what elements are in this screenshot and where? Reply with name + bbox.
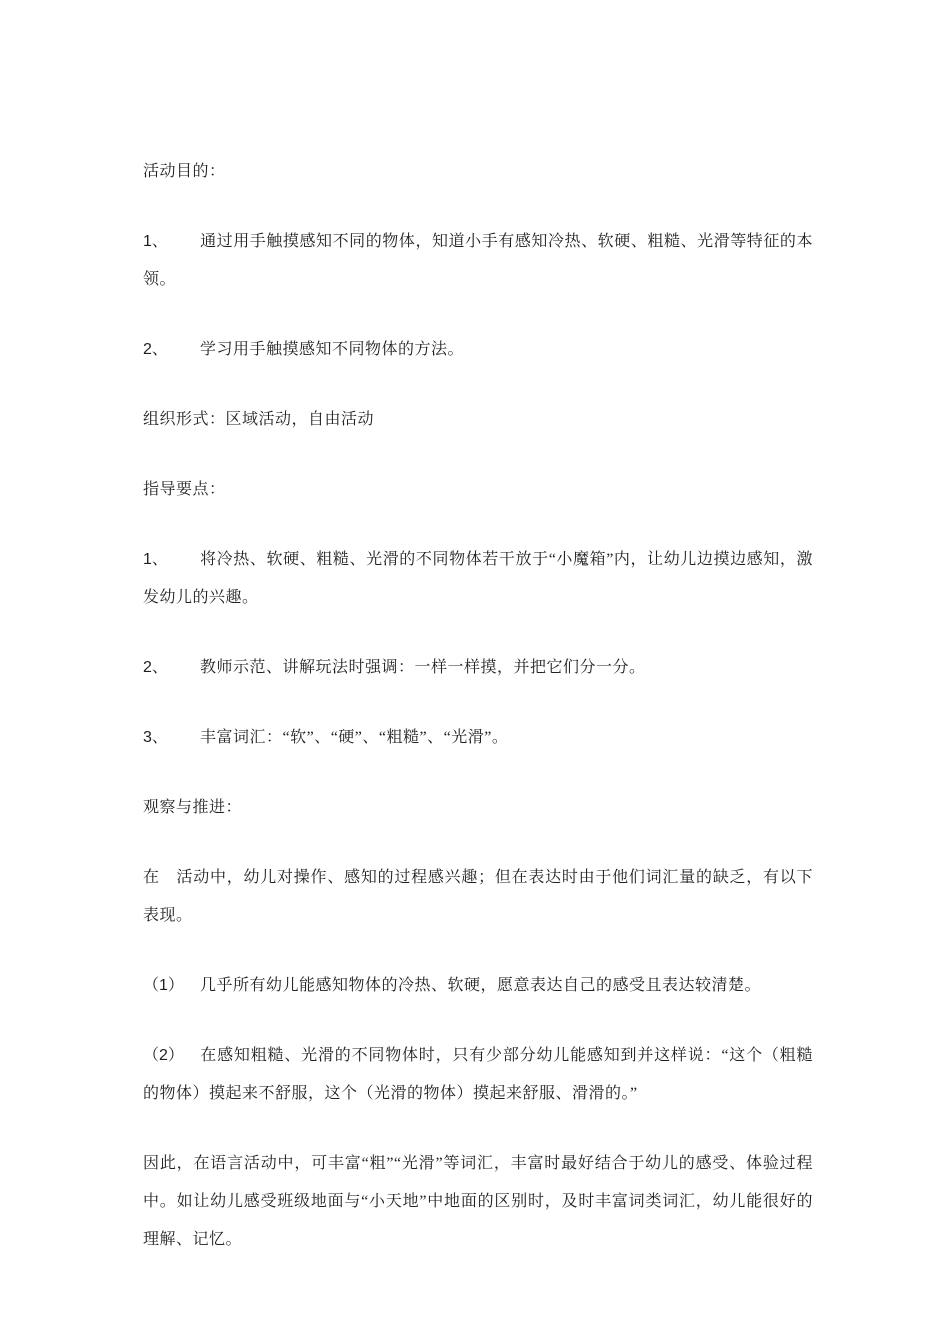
paragraph bbox=[143, 859, 813, 935]
paragraph-text: 指导要点： bbox=[143, 481, 226, 498]
paragraph bbox=[143, 401, 813, 439]
paragraph bbox=[143, 471, 813, 509]
paragraph-text: 活动目的： bbox=[143, 163, 226, 180]
paragraph-text: 组织形式：区域活动，自由活动 bbox=[143, 411, 375, 428]
paragraph bbox=[143, 1145, 813, 1259]
list-number: 1、 bbox=[143, 233, 168, 250]
list-number: （2） bbox=[143, 1047, 184, 1064]
paragraph bbox=[143, 967, 813, 1005]
paragraph-text: 通过用手触摸感知不同的物体，知道小手有感知冷热、软硬、粗糙、光滑等特征的本领。 bbox=[143, 233, 813, 288]
paragraph-text: 几乎所有幼儿能感知物体的冷热、软硬，愿意表达自己的感受且表达较清楚。 bbox=[200, 977, 762, 994]
list-number: 1、 bbox=[143, 551, 168, 568]
list-number: （1） bbox=[143, 977, 184, 994]
paragraph bbox=[143, 1037, 813, 1113]
paragraph bbox=[143, 541, 813, 617]
paragraph-text: 将冷热、软硬、粗糙、光滑的不同物体若干放于“小魔箱”内，让幼儿边摸边感知，激发幼儿的兴趣。 bbox=[143, 551, 813, 606]
paragraph bbox=[143, 789, 813, 827]
paragraph-text: 因此，在语言活动中，可丰富“粗”“光滑”等词汇，丰富时最好结合于幼儿的感受、体验过程中。如让幼儿感受班级地面与“小天地”中地面的区别时，及时丰富词类词汇，幼儿能很好的理解、记忆。 bbox=[143, 1155, 813, 1248]
paragraph-text: 在 活动中，幼儿对操作、感知的过程感兴趣；但在表达时由于他们词汇量的缺乏，有以下表现。 bbox=[143, 869, 813, 924]
list-number: 3、 bbox=[143, 729, 168, 746]
paragraph bbox=[143, 223, 813, 299]
paragraph bbox=[143, 719, 813, 757]
paragraph-text: 观察与推进： bbox=[143, 799, 243, 816]
list-number: 2、 bbox=[143, 659, 168, 676]
paragraph-text: 教师示范、讲解玩法时强调：一样一样摸，并把它们分一分。 bbox=[200, 659, 646, 676]
paragraph-text: 在感知粗糙、光滑的不同物体时，只有少部分幼儿能感知到并这样说：“这个（粗糙的物体）摸起来不舒服，这个（光滑的物体）摸起来舒服、滑滑的。” bbox=[143, 1047, 813, 1102]
paragraph bbox=[143, 649, 813, 687]
paragraph bbox=[143, 331, 813, 369]
paragraph bbox=[143, 153, 813, 191]
paragraph-text: 学习用手触摸感知不同物体的方法。 bbox=[200, 341, 465, 358]
list-number: 2、 bbox=[143, 341, 168, 358]
paragraph-text: 丰富词汇：“软”、“硬”、“粗糙”、“光滑”。 bbox=[200, 729, 509, 746]
document-body bbox=[143, 153, 813, 1259]
